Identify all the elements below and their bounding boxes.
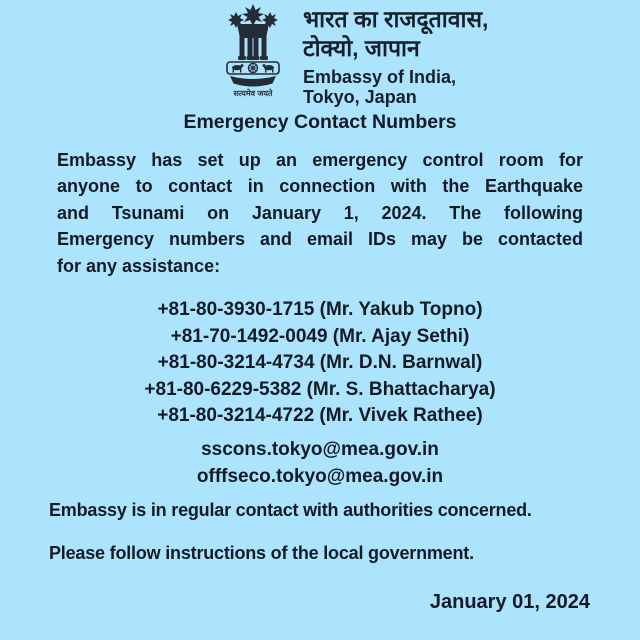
phone-line: +81-80-6229-5382 (Mr. S. Bhattacharya) — [144, 378, 496, 400]
emergency-phone-list — [0, 297, 640, 430]
phone-line: +81-70-1492-0049 (Mr. Ajay Sethi) — [170, 325, 470, 347]
embassy-name-english-line1: Embassy of India, — [303, 67, 457, 87]
intro-paragraph — [57, 147, 583, 279]
email-line: sscons.tokyo@mea.gov.in — [201, 439, 439, 460]
page-title: Emergency Contact Numbers — [183, 111, 457, 133]
embassy-name-english-line2: Tokyo, Japan — [303, 87, 417, 107]
intro-line: for any assistance: — [57, 255, 221, 276]
emblem-motto: सत्यमेव जयते — [233, 89, 273, 98]
note-instructions: Please follow instructions of the local government. — [49, 543, 474, 563]
phone-line: +81-80-3930-1715 (Mr. Yakub Topno) — [157, 299, 483, 320]
intro-line: and Tsunami on January 1, 2024. The following — [57, 202, 583, 223]
notice-date: January 01, 2024 — [429, 591, 590, 613]
phone-line: +81-80-3214-4734 (Mr. D.N. Barnwal) — [157, 352, 483, 374]
intro-line: Embassy has set up an emergency control room for — [57, 150, 583, 170]
intro-line: Emergency numbers and email IDs may be contacted — [57, 229, 583, 250]
embassy-header — [303, 5, 488, 107]
email-line: offfseco.tokyo@mea.gov.in — [196, 466, 444, 487]
india-national-emblem — [221, 4, 285, 98]
embassy-name-hindi-line2: टोक्यो, जापान — [303, 35, 420, 61]
note-authorities: Embassy is in regular contact with authorities concerned. — [49, 500, 532, 520]
phone-line: +81-80-3214-4722 (Mr. Vivek Rathee) — [157, 405, 483, 427]
emergency-email-list — [0, 436, 640, 490]
embassy-name-hindi-line1: भारत का राजदूतावास, — [303, 6, 489, 32]
lion-capital-icon — [223, 4, 283, 88]
intro-line: anyone to contact in connection with the Earthquake — [57, 176, 583, 197]
